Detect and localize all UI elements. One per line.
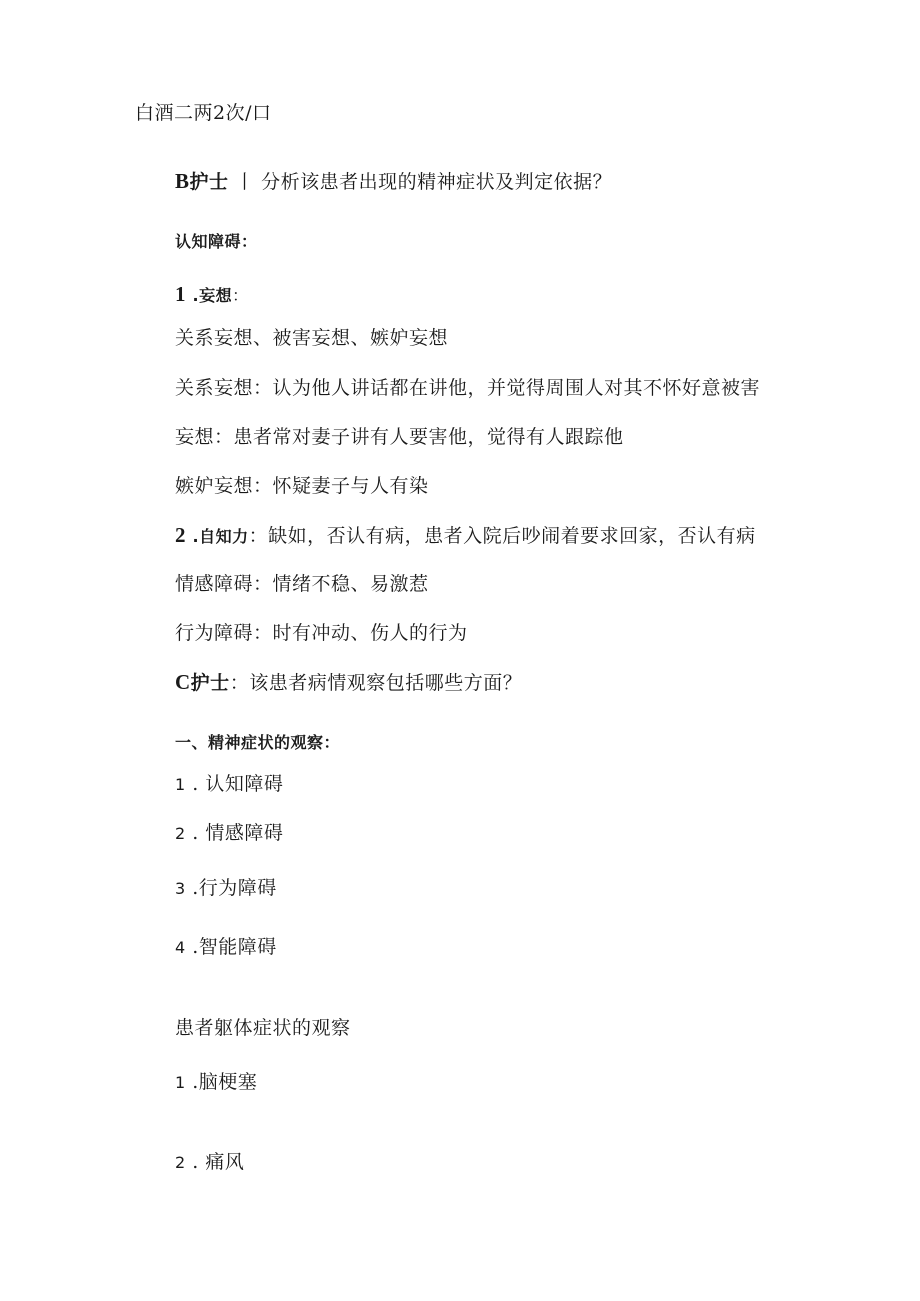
list-item-number: 2 [175,1153,186,1172]
question-c-text: ：该患者病情观察包括哪些方面？ [229,672,523,694]
delusion-types-text: 关系妄想、被害妄想、嫉妒妄想 [175,327,449,349]
list-item [175,772,283,797]
question-c-label: C [175,670,191,694]
question-b [175,169,612,194]
list-item [175,1070,257,1095]
list-item-number: 4 [175,938,186,957]
intro-line [135,101,272,125]
affective-disorder-text: 情感障碍：情绪不稳、易激惹 [175,573,429,595]
list-item [175,821,283,846]
item-2-number: 2 [175,523,186,547]
delusion-relation [175,376,760,400]
question-c [175,670,522,695]
list-item-number: 2 [175,824,186,843]
item-1-colon: ： [232,286,249,305]
list-item-text: .智能障碍 [192,936,277,958]
question-c-role: 护士 [190,672,230,694]
intro-text: 白酒二两2次/口 [135,102,272,124]
list-item [175,935,277,960]
question-b-label: B [175,169,190,193]
question-b-text: 分析该患者出现的精神症状及判定依据？ [261,171,613,193]
item-1-label: .妄想 [192,286,233,305]
list-item-number: 1 [175,775,186,794]
question-b-role: 护士 [189,171,229,193]
cognitive-heading-text: 认知障碍： [175,232,258,251]
list-item-number: 1 [175,1073,186,1092]
list-item-text: .行为障碍 [192,877,277,899]
delusion-relation-text: 关系妄想：认为他人讲话都在讲他，并觉得周围人对其不怀好意被害 [175,377,761,399]
behavior-disorder [175,621,468,645]
list-item [175,1150,244,1175]
delusion-persecution [175,425,624,449]
item-2-insight [175,523,756,549]
list-item-text: . 痛风 [192,1151,245,1173]
section-one-heading [175,731,340,755]
physical-heading [175,1016,351,1040]
behavior-disorder-text: 行为障碍：时有冲动、伤人的行为 [175,622,468,644]
physical-heading-text: 患者躯体症状的观察 [175,1017,351,1039]
item-1-number: 1 [175,282,186,306]
list-item-number: 3 [175,879,186,898]
item-2-label: .自知力 [192,527,249,546]
delusion-persecution-text: 妄想：患者常对妻子讲有人要害他，觉得有人跟踪他 [175,426,624,448]
list-item-text: . 认知障碍 [192,773,284,795]
cognitive-heading [175,230,258,254]
item-2-text: ：缺如，否认有病，患者入院后吵闹着要求回家，否认有病 [248,525,756,547]
delusion-types [175,326,448,350]
item-1-delusion [175,282,249,308]
delusion-jealousy [175,474,429,498]
question-b-separator: 丨 [235,171,255,193]
list-item-text: .脑梗塞 [192,1071,258,1093]
delusion-jealousy-text: 嫉妒妄想：怀疑妻子与人有染 [175,475,429,497]
list-item-text: . 情感障碍 [192,822,284,844]
affective-disorder [175,572,429,596]
section-one-heading-text: 一、精神症状的观察： [175,733,341,752]
list-item [175,876,277,901]
